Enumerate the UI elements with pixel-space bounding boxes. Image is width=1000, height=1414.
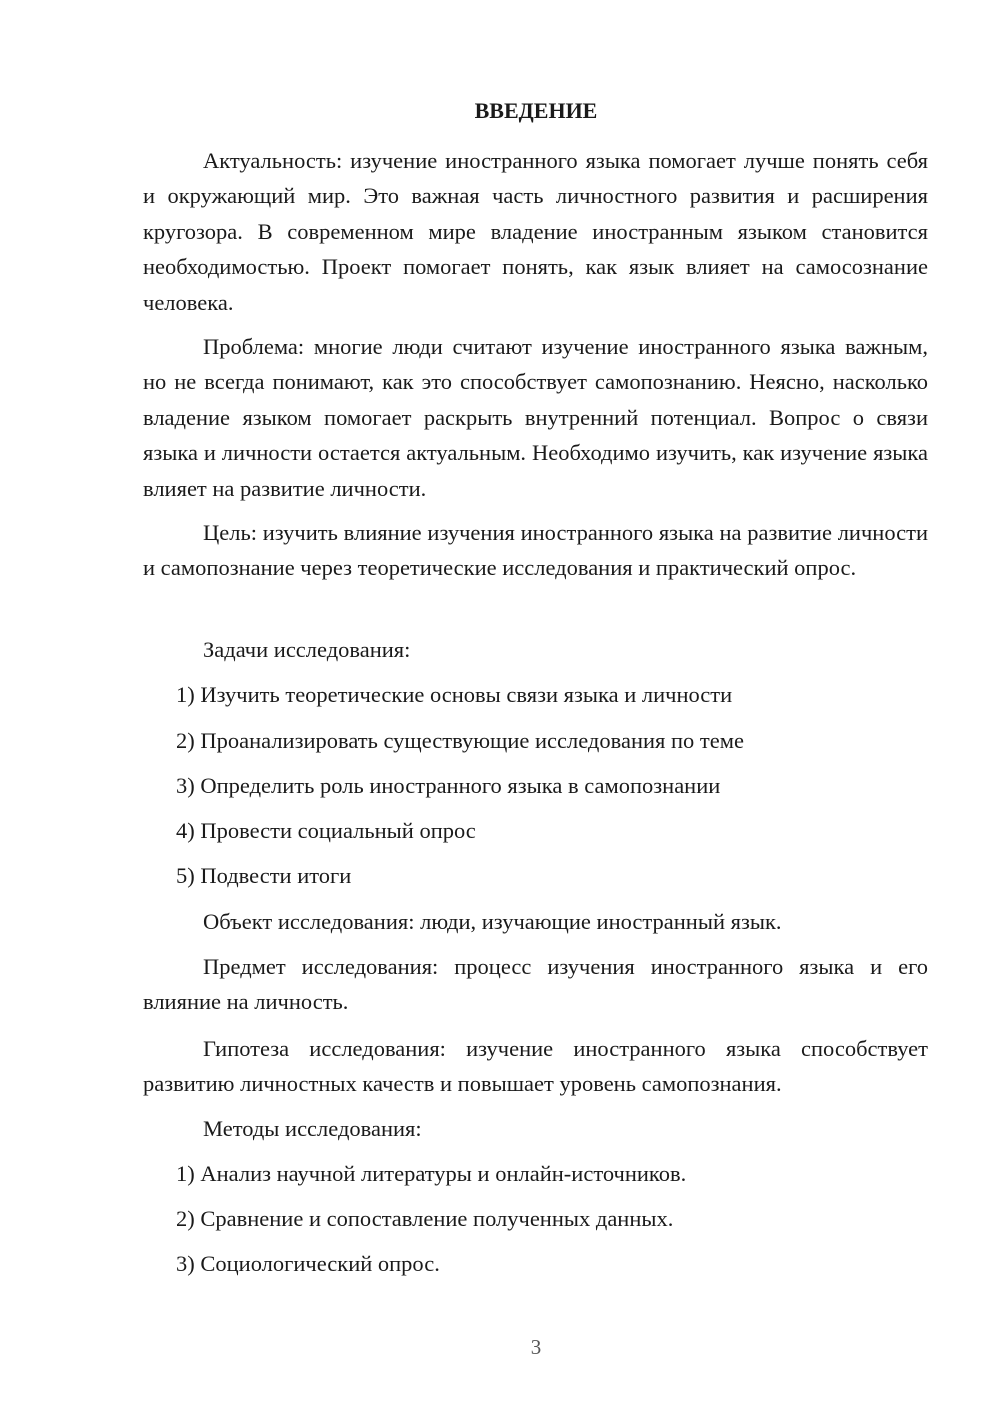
subject-paragraph: Предмет исследования: процесс изучения иностранного языка и его влияние на личность.: [143, 954, 928, 1015]
task-item-1: 1) Изучить теоретические основы связи языка и личности: [176, 682, 733, 707]
task-item-5: 5) Подвести итоги: [176, 863, 352, 888]
section-title: ВВЕДЕНИЕ: [474, 98, 598, 123]
object-paragraph: Объект исследования: люди, изучающие иностранный язык.: [203, 909, 782, 934]
page-number: 3: [530, 1335, 542, 1359]
problem-paragraph: Проблема: многие люди считают изучение иностранного языка важным, но не всегда понимают, как это способствует самопознанию. Неясно, насколько владение языком помогает раскрыть внутренний потенциал. Вопрос о связи языка и личности остается актуальным. Необходимо изучить, как изучение языка влияет на развитие личности.: [143, 334, 928, 501]
goal-paragraph: Цель: изучить влияние изучения иностранного языка на развитие личности и самопознание через теоретические исследования и практический опрос.: [143, 520, 928, 581]
task-item-2: 2) Проанализировать существующие исследования по теме: [176, 728, 744, 753]
relevance-paragraph: Актуальность: изучение иностранного языка помогает лучше понять себя и окружающий мир. Это важная часть личностного развития и расширения кругозора. В современном мире владение иностранным языком становится необходимостью. Проект помогает понять, как язык влияет на самосознание человека.: [143, 148, 928, 315]
methods-heading: Методы исследования:: [203, 1116, 422, 1141]
task-item-4: 4) Провести социальный опрос: [176, 818, 476, 843]
method-item-3: 3) Социологический опрос.: [176, 1251, 440, 1276]
tasks-heading: Задачи исследования:: [203, 637, 411, 662]
method-item-1: 1) Анализ научной литературы и онлайн-источников.: [176, 1161, 687, 1186]
hypothesis-paragraph: Гипотеза исследования: изучение иностранного языка способствует развитию личностных качеств и повышает уровень самопознания.: [143, 1036, 928, 1097]
task-item-3: 3) Определить роль иностранного языка в самопознании: [176, 773, 721, 798]
method-item-2: 2) Сравнение и сопоставление полученных данных.: [176, 1206, 674, 1231]
